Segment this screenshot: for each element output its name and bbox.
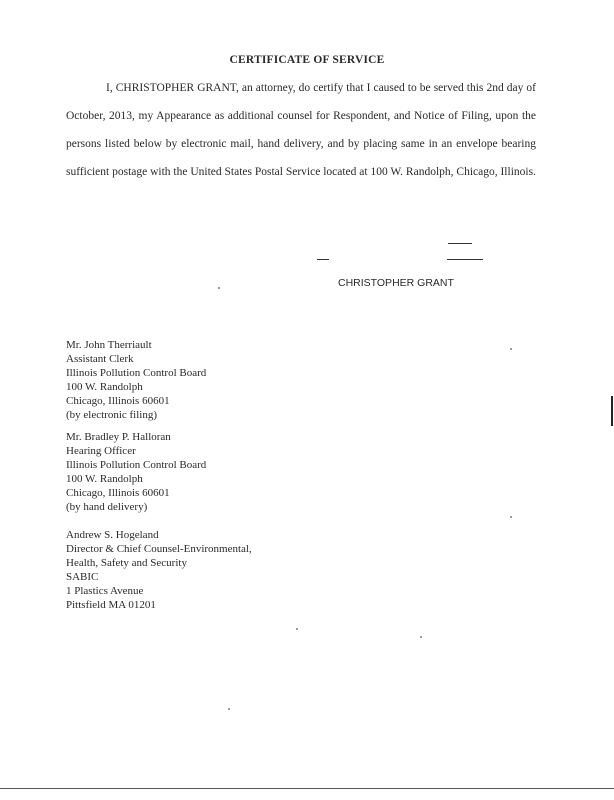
scan-speck	[420, 636, 422, 638]
recipient-line: Illinois Pollution Control Board	[66, 367, 207, 379]
recipient-line: Mr. John Therriault	[66, 339, 152, 351]
scan-speck	[228, 708, 230, 710]
recipient-line: Assistant Clerk	[66, 353, 134, 365]
page-title: CERTIFICATE OF SERVICE	[229, 54, 385, 66]
recipient-line: Chicago, Illinois 60601	[66, 487, 170, 499]
signature-mark	[448, 243, 472, 244]
recipient-line: Hearing Officer	[66, 445, 136, 457]
recipient-line: Director & Chief Counsel-Environmental,	[66, 543, 252, 555]
scan-speck	[296, 628, 298, 630]
scan-speck	[510, 516, 512, 518]
recipient-line: 100 W. Randolph	[66, 381, 143, 393]
bottom-rule	[0, 788, 614, 789]
recipient-line: Health, Safety and Security	[66, 557, 187, 569]
signature-line	[447, 259, 483, 260]
recipient-block	[66, 338, 206, 422]
recipient-line: 100 W. Randolph	[66, 473, 143, 485]
recipient-line: Illinois Pollution Control Board	[66, 459, 207, 471]
scan-edge-mark	[611, 396, 613, 426]
recipient-line: SABIC	[66, 571, 99, 583]
recipient-line: Mr. Bradley P. Halloran	[66, 431, 171, 443]
recipient-block	[66, 528, 252, 612]
recipient-line: Chicago, Illinois 60601	[66, 395, 170, 407]
scan-speck	[510, 348, 512, 350]
recipient-line: 1 Plastics Avenue	[66, 585, 144, 597]
scan-speck	[218, 287, 220, 289]
recipient-block	[66, 430, 206, 514]
recipient-line: Pittsfield MA 01201	[66, 599, 156, 611]
recipient-line: (by electronic filing)	[66, 409, 158, 421]
signature-mark	[317, 259, 329, 260]
recipient-line: (by hand delivery)	[66, 501, 148, 513]
certification-paragraph: I, CHRISTOPHER GRANT, an attorney, do certify that I caused to be served this 2nd day of October, 2013, my Appearance as additional counsel for Respondent, and Notice of Filing, upon the persons listed below by electronic mail, hand delivery, and by placing same in an envelope bearing sufficient postage with the United States Postal Service located at 100 W. Randolph, Chicago, Illinois.	[66, 82, 536, 178]
signature-name: CHRISTOPHER GRANT	[338, 277, 454, 289]
recipient-line: Andrew S. Hogeland	[66, 529, 159, 541]
